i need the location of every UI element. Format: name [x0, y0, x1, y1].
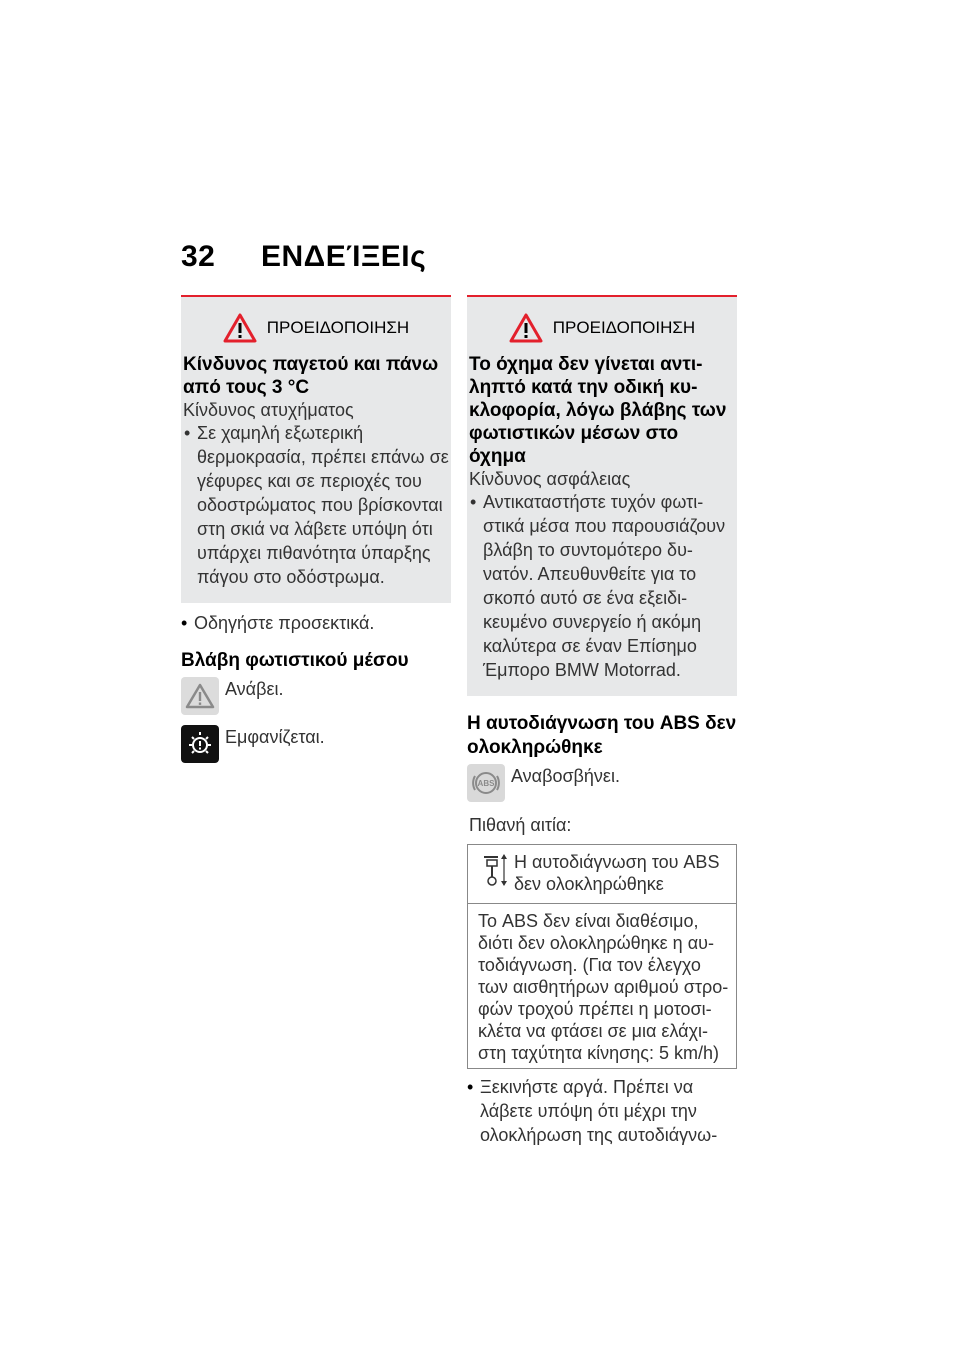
warning-subtitle: Κίνδυνος ασφάλειας [469, 469, 631, 489]
warning-header [467, 313, 737, 343]
section-heading-lamp-failure: Βλάβη φωτιστικού μέσου [181, 650, 409, 671]
cause-table-title: Η αυτοδιάγνωση του ABS δεν ολοκληρώθηκε [514, 852, 720, 894]
warning-bullet: • Αντικαταστήστε τυχόν φωτι- στικά μέσα που παρουσιάζουν βλάβη το συντομότερο δυ- νατόν. Απευθυνθείτε για το σκοπό αυτό σε ένα εξειδι- κευμένο συνεργείο ή ακόμη καλύτερα σε έναν Επίσημο Έμπορο BMW Motorrad. [467, 490, 737, 682]
diagnosis-icon [478, 851, 508, 889]
right-column [467, 295, 737, 1147]
cause-label: Πιθανή αιτία: [469, 815, 572, 835]
warning-header [181, 313, 451, 343]
abs-icon-label: ABS [477, 779, 495, 788]
drive-carefully-bullet: • Οδηγήστε προσεκτικά. [181, 611, 451, 635]
warning-box-lighting [467, 295, 737, 696]
indicator-state-text: Αναβοσβήνει. [511, 766, 620, 786]
abs-indicator-icon [467, 764, 505, 802]
warning-label: ΠΡΟΕΙΔΟΠΟΙΗΣΗ [266, 318, 410, 337]
general-warning-indicator-icon [181, 677, 219, 715]
indicator-row-lamp [181, 725, 451, 763]
cause-table-description: Το ABS δεν είναι διαθέσιμο, διότι δεν ολοκληρώθηκε η αυ- τοδιάγνωση. (Για τον έλεγχο των αισθητήρων αριθμού στρο- φών τροχού πρέπει η μοτοσι- κλέτα να φτάσει σε μια ελάχι- στη ταχύτητα κίνησης: 5 km/h) [478, 911, 729, 1063]
page-number: 32 [181, 240, 216, 273]
warning-bullet: • Σε χαμηλή εξωτερική θερμοκρασία, πρέπει επάνω σε γέφυρες και σε περιοχές του οδοστρώματος που βρίσκονται στη σκιά να λάβετε υπόψη ότι υπάρχει πιθανότητα ύπαρξης πάγου στο οδόστρωμα. [181, 421, 451, 589]
indicator-state-text: Ανάβει. [225, 679, 284, 699]
warning-label: ΠΡΟΕΙΔΟΠΟΙΗΣΗ [552, 318, 696, 337]
warning-subtitle: Κίνδυνος ατυχήματος [183, 400, 354, 420]
warning-triangle-icon [223, 313, 257, 343]
lamp-failure-indicator-icon [181, 725, 219, 763]
start-slowly-bullet: • Ξεκινήστε αργά. Πρέπει να λάβετε υπόψη ότι μέχρι την ολοκλήρωση της αυτοδιάγνω- [467, 1075, 737, 1147]
warning-title: Κίνδυνος παγετού και πάνω από τους 3 °C [183, 354, 439, 398]
indicator-state-text: Εμφανίζεται. [225, 727, 325, 747]
section-heading-abs: Η αυτοδιάγνωση του ABS δεν ολοκληρώθηκε [467, 713, 737, 758]
cause-table [467, 844, 737, 1069]
page-title: ΕΝΔΕΊΞΕΙς [261, 240, 427, 273]
warning-title: Το όχημα δεν γίνεται αντι- ληπτό κατά την οδική κυ- κλοφορία, λόγω βλάβης των φωτιστικών μέσων στο όχημα [469, 354, 727, 467]
indicator-row-warning [181, 677, 451, 715]
indicator-row-abs [467, 764, 737, 802]
warning-box-frost [181, 295, 451, 603]
left-column [181, 295, 451, 763]
cause-table-header [468, 845, 736, 904]
warning-triangle-icon [509, 313, 543, 343]
page-header [181, 240, 426, 274]
